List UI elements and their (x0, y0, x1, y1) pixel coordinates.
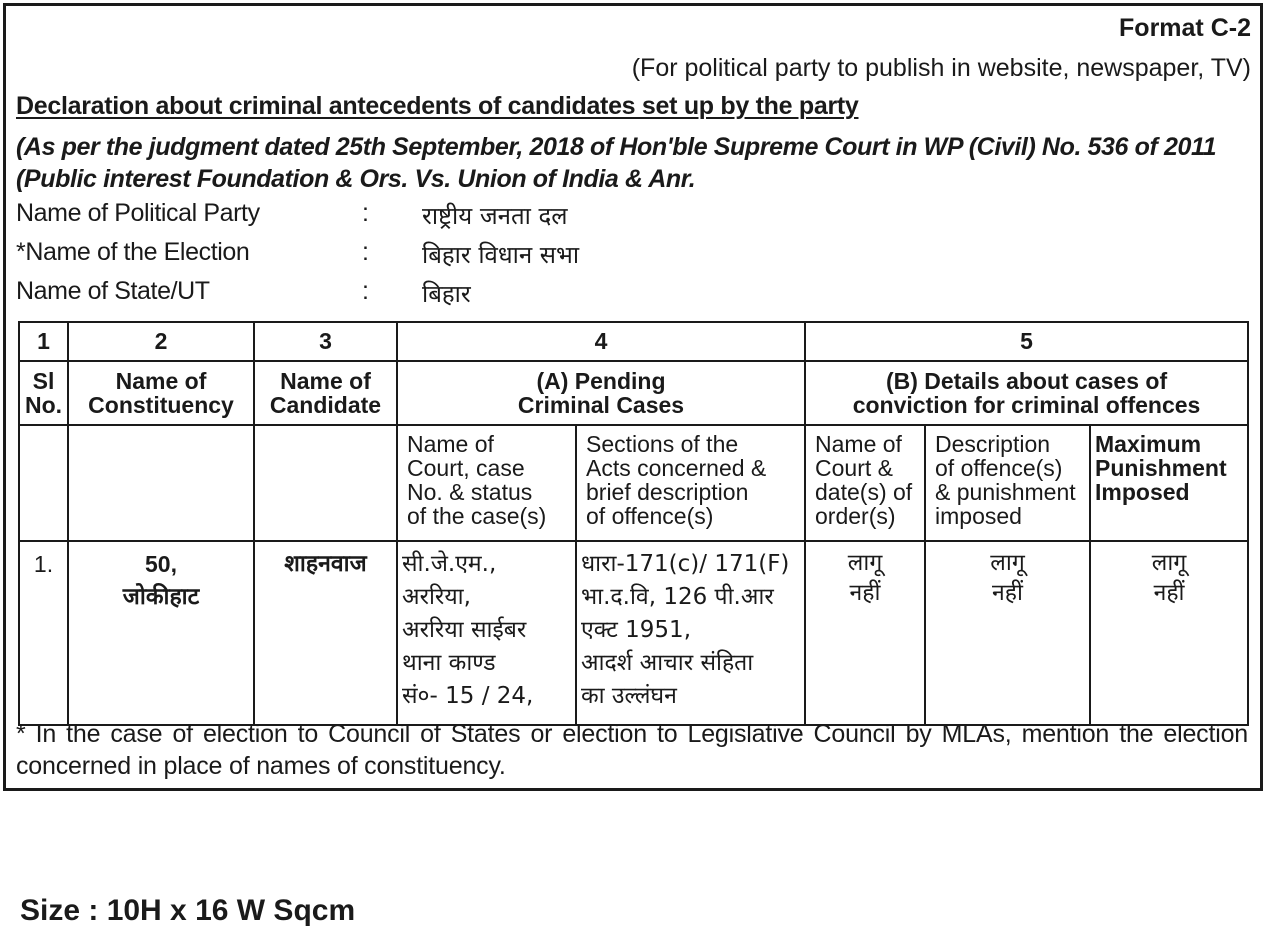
subheader-row (19, 425, 1248, 541)
header-candidate: Name of Candidate (254, 361, 397, 425)
state-value: बिहार (422, 280, 471, 308)
subheader-description: Description of offence(s) & punishment imposed (925, 425, 1090, 541)
header-pending-cases: (A) Pending Criminal Cases (397, 361, 805, 425)
publish-note: (For political party to publish in website, newspaper, TV) (631, 54, 1251, 82)
subheader-empty-2 (68, 425, 254, 541)
row-court-date: लागू नहीं (805, 541, 925, 725)
election-label: *Name of the Election (16, 238, 250, 266)
party-colon: : (362, 199, 369, 227)
row-max-punishment: लागू नहीं (1090, 541, 1248, 725)
header-row (19, 361, 1248, 425)
header-sl: Sl No. (19, 361, 68, 425)
column-number-row (19, 322, 1248, 361)
state-colon: : (362, 277, 369, 305)
size-note: Size : 10H x 16 W Sqcm (20, 894, 356, 927)
row-court-case: सी.जे.एम., अररिया, अररिया साईबर थाना काण्ड सं०- 15 / 24, (397, 541, 576, 725)
col-number-4: 4 (397, 322, 805, 361)
criminal-antecedents-table (18, 321, 1249, 726)
state-label: Name of State/UT (16, 277, 210, 305)
row-sections: धारा-171(c)/ 171(F) भा.द.वि, 126 पी.आर एक्ट 1951, आदर्श आचार संहिता का उल्लंघन (576, 541, 805, 725)
party-label: Name of Political Party (16, 199, 260, 227)
subheader-court-case: Name of Court, case No. & status of the case(s) (397, 425, 576, 541)
subheader-empty-3 (254, 425, 397, 541)
header-conviction-cases: (B) Details about cases of conviction for criminal offences (805, 361, 1248, 425)
row-candidate: शाहनवाज (254, 541, 397, 725)
row-constituency: 50, जोकीहाट (68, 541, 254, 725)
judgment-reference: (As per the judgment dated 25th September, 2018 of Hon'ble Supreme Court in WP (Civil) No. 536 of 2011 (Public interest Foundation & Ors. Vs. Union of India & Anr. (16, 133, 1217, 193)
party-value: राष्ट्रीय जनता दल (422, 202, 568, 230)
footnote: * In the case of election to Council of States or election to Legislative Council by MLAs, mention the election concerned in place of names of constituency. (16, 720, 1248, 780)
election-colon: : (362, 238, 369, 266)
col-number-2: 2 (68, 322, 254, 361)
col-number-5: 5 (805, 322, 1248, 361)
row-sl: 1. (19, 541, 68, 725)
header-constituency: Name of Constituency (68, 361, 254, 425)
subheader-court-date: Name of Court & date(s) of order(s) (805, 425, 925, 541)
col-number-3: 3 (254, 322, 397, 361)
col-number-1: 1 (19, 322, 68, 361)
declaration-title: Declaration about criminal antecedents of candidates set up by the party (16, 92, 859, 120)
subheader-max-punishment: Maximum Punishment Imposed (1090, 425, 1248, 541)
format-code: Format C-2 (1119, 14, 1251, 42)
subheader-sections: Sections of the Acts concerned & brief description of offence(s) (576, 425, 805, 541)
row-description: लागू नहीं (925, 541, 1090, 725)
election-value: बिहार विधान सभा (422, 241, 580, 269)
table-row (19, 541, 1248, 725)
subheader-empty-1 (19, 425, 68, 541)
